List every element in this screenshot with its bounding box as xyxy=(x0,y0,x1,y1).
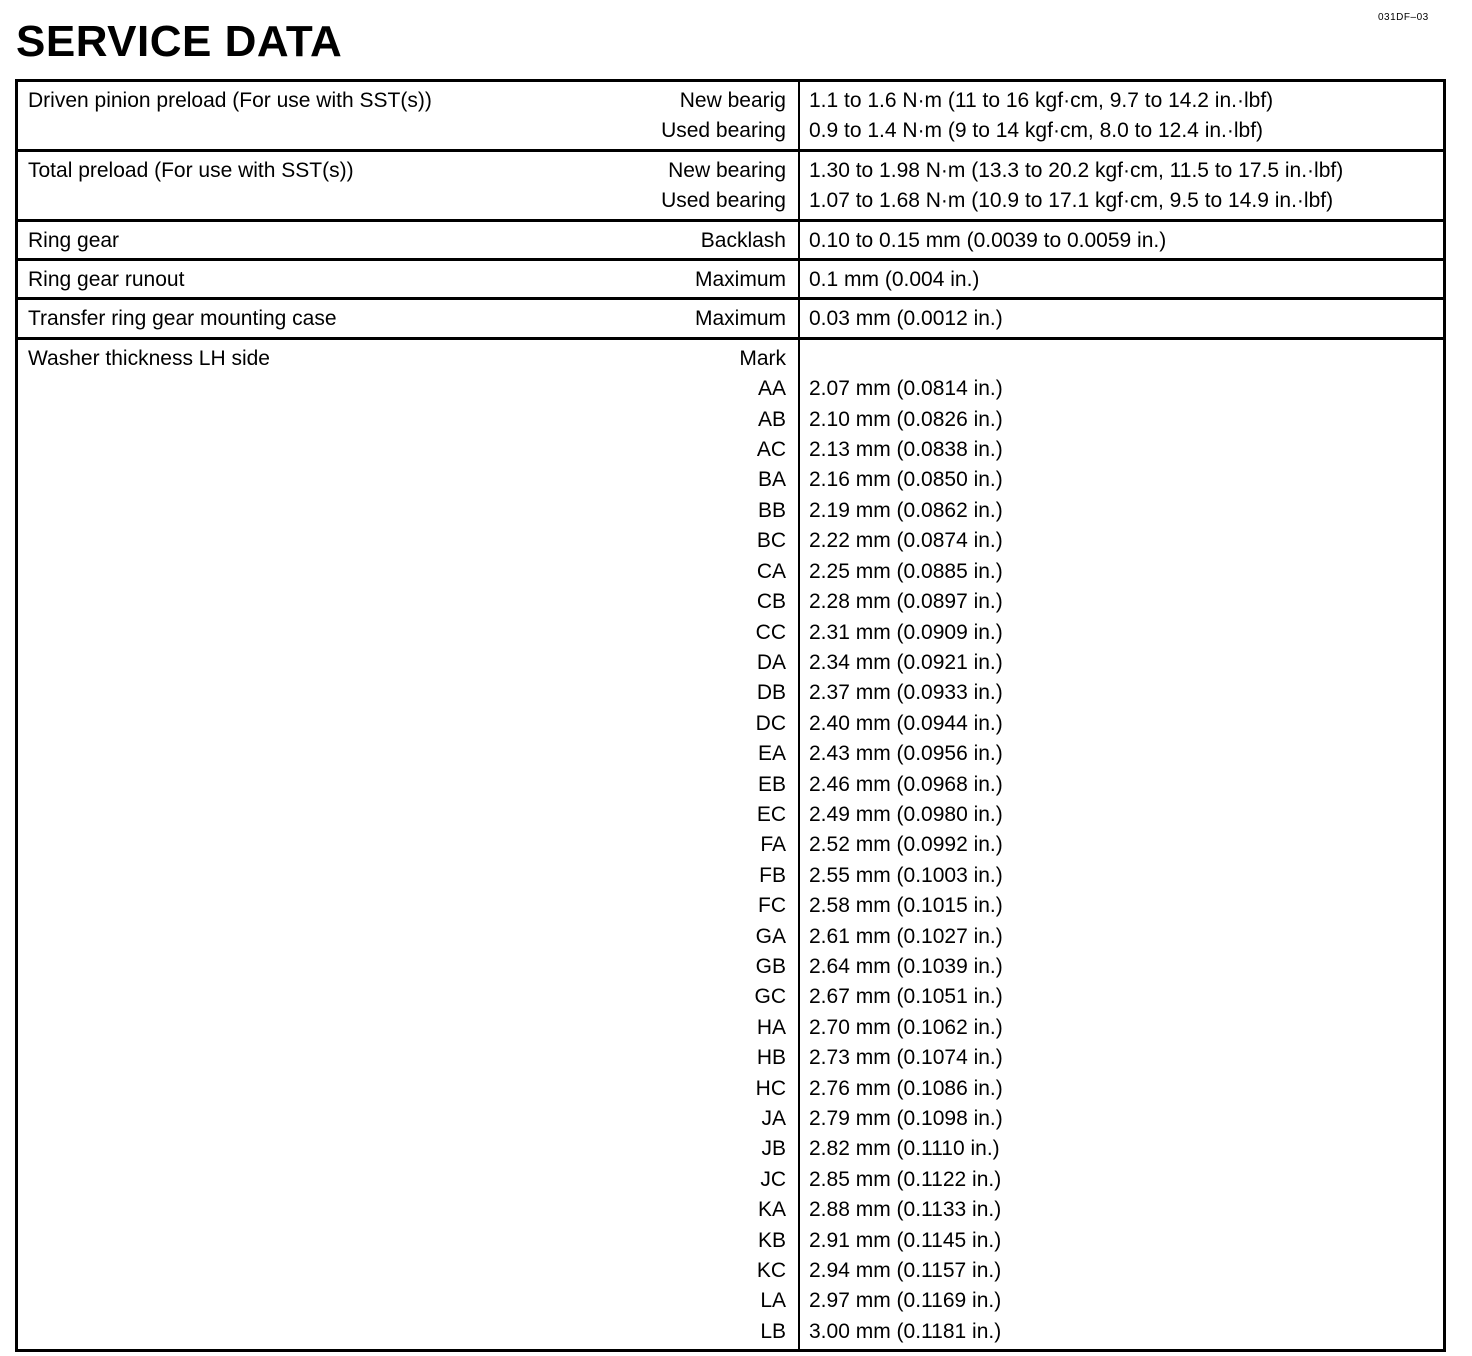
washer-thickness-value: 2.16 mm (0.0850 in.) xyxy=(809,468,1003,492)
washer-mark: KB xyxy=(757,1228,786,1252)
washer-mark: CB xyxy=(756,590,786,614)
spec-value-cell xyxy=(799,81,1445,151)
spec-value-cell xyxy=(799,299,1445,338)
spec-item-label: Ring gear xyxy=(28,228,120,252)
spec-item-cell xyxy=(17,150,469,220)
value-header-blank xyxy=(809,344,1443,374)
spec-value: 0.03 mm (0.0012 in.) xyxy=(809,307,1003,331)
spec-value: 1.30 to 1.98 N·m (13.3 to 20.2 kgf·cm, 11.5 to 17.5 in.·lbf) xyxy=(809,158,1344,182)
spec-condition: Maximum xyxy=(694,268,786,292)
spec-condition-cell xyxy=(468,81,799,151)
washer-mark: JB xyxy=(761,1137,786,1161)
washer-thickness-value: 2.34 mm (0.0921 in.) xyxy=(809,650,1003,674)
washer-mark: AB xyxy=(757,407,786,431)
spec-item-cell xyxy=(17,338,469,1350)
spec-row xyxy=(17,81,1445,151)
service-data-body xyxy=(17,81,1445,1351)
spec-value: 0.10 to 0.15 mm (0.0039 to 0.0059 in.) xyxy=(809,228,1167,252)
washer-thickness-value: 2.22 mm (0.0874 in.) xyxy=(809,529,1003,553)
spec-row xyxy=(17,299,1445,338)
washer-mark: EB xyxy=(757,772,786,796)
washer-mark: BB xyxy=(757,498,786,522)
spec-condition: New bearing xyxy=(668,158,786,182)
washer-mark: DC xyxy=(755,711,786,735)
washer-thickness-value: 2.91 mm (0.1145 in.) xyxy=(809,1228,1002,1252)
spec-value: 0.1 mm (0.004 in.) xyxy=(809,268,980,292)
spec-row xyxy=(17,150,1445,220)
spec-row xyxy=(17,220,1445,259)
spec-item-label: Total preload (For use with SST(s)) xyxy=(28,158,354,182)
washer-thickness-value: 2.73 mm (0.1074 in.) xyxy=(809,1046,1003,1070)
washer-mark: CA xyxy=(756,559,786,583)
washer-mark: JC xyxy=(760,1167,786,1191)
washer-thickness-value: 2.55 mm (0.1003 in.) xyxy=(809,863,1003,887)
washer-thickness-value: 2.07 mm (0.0814 in.) xyxy=(809,377,1003,401)
washer-thickness-value: 3.00 mm (0.1181 in.) xyxy=(809,1319,1002,1343)
washer-mark: DB xyxy=(756,681,786,705)
spec-item-label: Washer thickness LH side xyxy=(28,346,270,370)
washer-mark: FB xyxy=(759,863,786,887)
washer-thickness-value: 2.52 mm (0.0992 in.) xyxy=(809,833,1003,857)
spec-condition: Used bearing xyxy=(661,189,786,213)
spec-value: 1.07 to 1.68 N·m (10.9 to 17.1 kgf·cm, 9.5 to 14.9 in.·lbf) xyxy=(809,189,1334,213)
spec-condition-cell xyxy=(468,299,799,338)
washer-thickness-value: 2.97 mm (0.1169 in.) xyxy=(809,1289,1002,1313)
washer-thickness-row xyxy=(17,338,1445,1350)
washer-thickness-value: 2.28 mm (0.0897 in.) xyxy=(809,590,1003,614)
washer-thickness-value: 2.82 mm (0.1110 in.) xyxy=(809,1137,1000,1161)
spec-item-cell xyxy=(17,299,469,338)
washer-mark: EC xyxy=(756,802,786,826)
washer-thickness-value: 2.61 mm (0.1027 in.) xyxy=(809,924,1003,948)
spec-row xyxy=(17,260,1445,299)
washer-mark: AC xyxy=(756,438,786,462)
spec-condition-cell xyxy=(468,150,799,220)
washer-thickness-value: 2.43 mm (0.0956 in.) xyxy=(809,742,1003,766)
washer-thickness-value: 2.94 mm (0.1157 in.) xyxy=(809,1259,1002,1283)
spec-item-cell xyxy=(17,220,469,259)
washer-mark: GB xyxy=(755,954,786,978)
washer-thickness-value: 2.88 mm (0.1133 in.) xyxy=(809,1198,1002,1222)
spec-condition: New bearig xyxy=(679,89,786,112)
washer-mark: FC xyxy=(758,894,786,918)
service-data-table xyxy=(15,79,1446,1352)
washer-mark: EA xyxy=(757,742,786,766)
washer-thickness-value: 2.37 mm (0.0933 in.) xyxy=(809,681,1003,705)
washer-thickness-value: 2.10 mm (0.0826 in.) xyxy=(809,407,1003,431)
spec-condition: Backlash xyxy=(700,228,786,252)
spec-value: 1.1 to 1.6 N·m (11 to 16 kgf·cm, 9.7 to 14.2 in.·lbf) xyxy=(809,89,1274,112)
spec-value-cell xyxy=(799,220,1445,259)
washer-mark: KA xyxy=(757,1198,786,1222)
washer-thickness-value: 2.79 mm (0.1098 in.) xyxy=(809,1107,1003,1130)
washer-mark: HC xyxy=(755,1076,786,1100)
washer-thickness-value: 2.70 mm (0.1062 in.) xyxy=(809,1015,1003,1039)
washer-thickness-value: 2.13 mm (0.0838 in.) xyxy=(809,438,1003,462)
washer-mark: CC xyxy=(755,620,786,644)
spec-item-cell xyxy=(17,81,469,151)
washer-mark-cell xyxy=(468,338,799,1350)
spec-item-label: Driven pinion preload (For use with SST(s)) xyxy=(28,89,432,112)
washer-thickness-value: 2.85 mm (0.1122 in.) xyxy=(809,1167,1002,1191)
washer-thickness-value: 2.19 mm (0.0862 in.) xyxy=(809,498,1003,522)
spec-condition-cell xyxy=(468,220,799,259)
washer-mark: GC xyxy=(754,985,786,1009)
washer-mark: GA xyxy=(755,924,786,948)
spec-item-cell xyxy=(17,260,469,299)
washer-thickness-value: 2.31 mm (0.0909 in.) xyxy=(809,620,1003,644)
washer-mark: KC xyxy=(756,1259,786,1283)
spec-item-label: Transfer ring gear mounting case xyxy=(28,307,337,331)
washer-mark: LB xyxy=(760,1319,786,1343)
washer-mark: AA xyxy=(757,377,786,401)
washer-thickness-value: 2.67 mm (0.1051 in.) xyxy=(809,985,1003,1009)
spec-condition: Maximum xyxy=(694,307,786,331)
spec-item-label: Ring gear runout xyxy=(28,268,185,292)
washer-mark: JA xyxy=(761,1107,786,1130)
document-code: 031DF–03 xyxy=(1378,12,1429,23)
spec-condition-cell xyxy=(468,260,799,299)
spec-value-cell xyxy=(799,260,1445,299)
washer-mark: HB xyxy=(756,1046,786,1070)
spec-value: 0.9 to 1.4 N·m (9 to 14 kgf·cm, 8.0 to 12.4 in.·lbf) xyxy=(809,119,1264,143)
washer-thickness-value: 2.25 mm (0.0885 in.) xyxy=(809,559,1003,583)
washer-mark: BC xyxy=(756,529,786,553)
washer-thickness-value: 2.40 mm (0.0944 in.) xyxy=(809,711,1003,735)
washer-thickness-value: 2.46 mm (0.0968 in.) xyxy=(809,772,1003,796)
washer-thickness-value: 2.64 mm (0.1039 in.) xyxy=(809,954,1003,978)
mark-header: Mark xyxy=(739,346,786,370)
spec-value-cell xyxy=(799,150,1445,220)
washer-mark: LA xyxy=(760,1289,786,1313)
washer-mark: DA xyxy=(756,650,786,674)
washer-mark: HA xyxy=(756,1015,786,1039)
washer-mark: FA xyxy=(760,833,786,857)
washer-thickness-value: 2.76 mm (0.1086 in.) xyxy=(809,1076,1003,1100)
washer-thickness-value: 2.49 mm (0.0980 in.) xyxy=(809,802,1003,826)
spec-condition: Used bearing xyxy=(661,119,786,143)
page-title: SERVICE DATA xyxy=(16,17,343,66)
washer-mark: BA xyxy=(757,468,786,492)
washer-value-cell xyxy=(799,338,1445,1350)
washer-thickness-value: 2.58 mm (0.1015 in.) xyxy=(809,894,1003,918)
